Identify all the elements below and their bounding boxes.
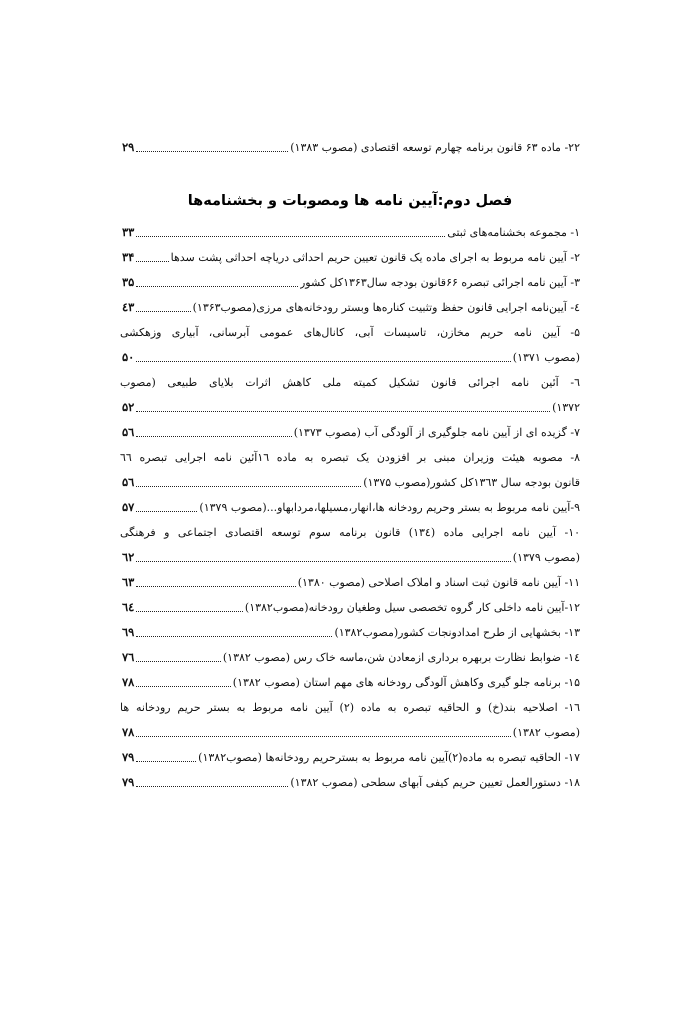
toc-entry — [120, 670, 580, 695]
toc-entry-line2 — [120, 470, 580, 495]
toc-entry-text: ۱- مجموعه بخشنامه‌های ثبتی — [447, 226, 580, 239]
toc-entry — [120, 645, 580, 670]
toc-page-number: ۷۹ — [122, 750, 135, 764]
toc-entry-text: (مصوب ۱۳۸۲) — [512, 726, 580, 739]
leader-dots — [136, 786, 288, 787]
toc-entry-line1 — [120, 320, 580, 345]
toc-page-number: ۷٦ — [122, 650, 135, 664]
toc-entry — [120, 770, 580, 795]
leader-dots — [136, 436, 291, 437]
leader-dots — [136, 151, 288, 152]
toc-entry — [120, 570, 580, 595]
chapter-title: فصل دوم:آیین نامه ها ومصوبات و بخشنامه‌ها — [187, 193, 513, 209]
toc-entry — [120, 270, 580, 295]
toc-entry-text: (مصوب ۱۳۷۹) — [512, 551, 580, 564]
toc-list — [120, 220, 580, 795]
toc-entry-text: ۳- آیین نامه اجرائی تبصره ۶۶قانون بودجه سال۱۳۶۳کل کشور — [299, 276, 580, 289]
toc-entry-text: ۱۷- الحاقیه تبصره به ماده(۲)آیین نامه مربوط به بسترحریم رودخانه‌ها (مصوب۱۳۸۲) — [198, 751, 580, 764]
toc-entry-text: ٤- آیین‌نامه اجرایی قانون حفظ وتثبیت کناره‌ها وبستر رودخانه‌های مرزی(مصوب۱۳۶۳) — [192, 301, 580, 314]
toc-entry — [120, 220, 580, 245]
toc-page-number: ۷۹ — [122, 775, 135, 789]
toc-page-number: ٦٤ — [122, 600, 135, 614]
toc-page-number: ۵۲ — [122, 400, 135, 414]
toc-page-number: ۵٦ — [122, 425, 135, 439]
toc-entry — [120, 245, 580, 270]
toc-first-section — [120, 135, 580, 160]
toc-entry-line2 — [120, 545, 580, 570]
leader-dots — [136, 236, 445, 237]
toc-page-number: ۳۵ — [122, 275, 135, 289]
toc-entry — [120, 745, 580, 770]
toc-entry-text: ۱۸- دستورالعمل تعیین حریم کیفی آبهای سطحی (مصوب ۱۳۸۲) — [290, 776, 580, 789]
toc-entry-text: ۱۲-آیین نامه داخلی کار گروه تخصصی سیل وطغیان رودخانه(مصوب۱۳۸۲) — [244, 601, 580, 614]
toc-entry-text: ۲۲- ماده ۶۳ قانون برنامه چهارم توسعه اقتصادی (مصوب ۱۳۸۳) — [290, 141, 580, 154]
leader-dots — [136, 261, 168, 262]
toc-entry-text: (مصوب ۱۳۷۱) — [512, 351, 580, 364]
toc-entry-line2 — [120, 395, 580, 420]
toc-page-number: ۵۰ — [122, 350, 135, 364]
leader-dots — [136, 286, 298, 287]
toc-page-number: ٤۳ — [122, 300, 135, 314]
toc-page-number: ۷۸ — [122, 725, 135, 739]
leader-dots — [136, 411, 550, 412]
toc-entry-text: ۵- آیین نامه حریم مخازن، تاسیسات آبی، کانال‌های عمومی آبرسانی، آبیاری وزهکشی — [120, 326, 580, 339]
toc-entry-text: ۱۰- آیین نامه اجرایی ماده (۱۳٤) قانون برنامه سوم توسعه اقتصادی اجتماعی و فرهنگی — [120, 526, 580, 539]
toc-entry-text: ٦- آئین نامه اجرائی قانون تشکیل کمیته ملی کاهش اثرات بلایای طبیعی (مصوب — [120, 376, 580, 389]
toc-entry — [120, 620, 580, 645]
leader-dots — [136, 686, 230, 687]
toc-page-number: ٦۲ — [122, 550, 135, 564]
leader-dots — [136, 761, 196, 762]
toc-entry-line1 — [120, 370, 580, 395]
toc-page-number: ٦۹ — [122, 625, 135, 639]
leader-dots — [136, 661, 221, 662]
toc-page-number: ۵۷ — [122, 500, 135, 514]
toc-page-number: ۵٦ — [122, 475, 135, 489]
toc-page-number: ۲۹ — [122, 140, 135, 154]
toc-entry-text: ۱۳- بخشهایی از طرح امدادونجات کشور(مصوب۱۳۸۲) — [334, 626, 580, 639]
toc-page-number: ۷۸ — [122, 675, 135, 689]
leader-dots — [136, 361, 510, 362]
toc-page-number: ۳۴ — [122, 250, 135, 264]
leader-dots — [136, 736, 510, 737]
leader-dots — [136, 486, 361, 487]
leader-dots — [136, 636, 332, 637]
toc-entry-text: قانون بودجه سال ۱۳٦۳کل کشور(مصوب ۱۳۷۵) — [363, 476, 580, 489]
toc-entry-line2 — [120, 345, 580, 370]
toc-entry — [120, 495, 580, 520]
leader-dots — [136, 586, 295, 587]
toc-page-number: ۳۳ — [122, 225, 135, 239]
leader-dots — [136, 311, 190, 312]
toc-entry — [120, 595, 580, 620]
toc-entry-line1 — [120, 695, 580, 720]
leader-dots — [136, 611, 243, 612]
leader-dots — [136, 511, 197, 512]
toc-page-number: ٦۳ — [122, 575, 135, 589]
toc-entry-text: ۷- گزیده ای از آیین نامه جلوگیری از آلودگی آب (مصوب ۱۳۷۳) — [293, 426, 580, 439]
toc-entry-text: ۹-آیین نامه مربوط به بستر وحریم رودخانه ها،انهار،مسیلها،مردابهاو...(مصوب ۱۳۷۹) — [199, 501, 580, 514]
toc-entry — [120, 420, 580, 445]
toc-entry-line2 — [120, 720, 580, 745]
toc-entry-text: ۱۵- برنامه جلو گیری وکاهش آلودگی رودخانه های مهم استان (مصوب ۱۳۸۲) — [232, 676, 580, 689]
leader-dots — [136, 561, 510, 562]
toc-entry-text: ۱۳۷۲) — [552, 401, 580, 414]
toc-entry-text: ۱۱- آیین نامه قانون ثبت اسناد و املاک اصلاحی (مصوب ۱۳۸۰) — [297, 576, 580, 589]
toc-entry — [120, 295, 580, 320]
toc-entry-line1 — [120, 445, 580, 470]
toc-entry-text: ۱٤- ضوابط نظارت بربهره برداری ازمعادن شن،ماسه خاک رس (مصوب ۱۳۸۲) — [222, 651, 580, 664]
toc-entry — [120, 135, 580, 160]
toc-entry-text: ۸- مصوبه هیئت وزیران مبنی بر افزودن یک تبصره به ماده ۱٦آئین نامه اجرایی تبصره ٦٦ — [120, 451, 580, 464]
toc-entry-text: ۲- آیین نامه مربوط به اجرای ماده یک قانون تعیین حریم احداثی دریاچه احداثی پشت سدها — [170, 251, 580, 264]
toc-entry-text: ۱٦- اصلاحیه بند(خ) و الحاقیه تبصره به ماده (۲) آیین نامه مربوط به بستر حریم رودخانه ها — [120, 701, 580, 714]
toc-entry-line1 — [120, 520, 580, 545]
